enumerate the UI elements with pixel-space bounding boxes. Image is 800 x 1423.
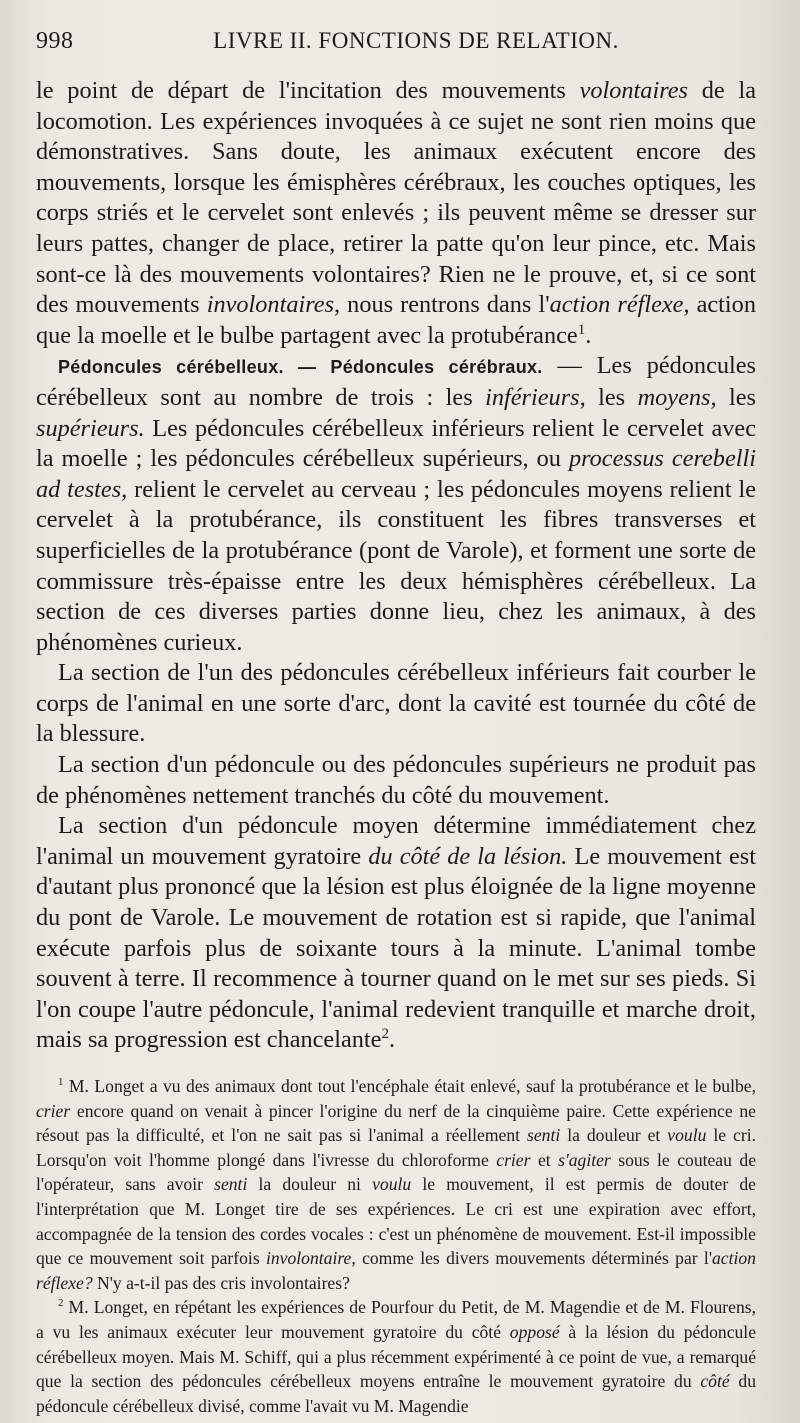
footnotes <box>36 1074 756 1418</box>
footnote-ref: 2 <box>381 1026 389 1043</box>
page-number: 998 <box>36 28 74 54</box>
running-title: LIVRE II. FONCTIONS DE RELATION. <box>213 28 619 53</box>
italic-text: côté <box>700 1371 730 1392</box>
italic-text: s'agiter <box>558 1149 611 1170</box>
italic-text: crier <box>496 1149 531 1170</box>
text: du pédoncule cérébelleux divisé, comme l'avait vu M. Magendie <box>36 1371 756 1416</box>
italic-text: supérieurs. <box>36 414 145 442</box>
footnote-1 <box>36 1074 756 1295</box>
text: action que la moelle et le bulbe partagent avec la protubérance <box>36 291 756 349</box>
italic-text: voulu <box>667 1125 707 1146</box>
paragraph-4: La section d'un pédoncule ou des pédoncules supérieurs ne produit pas de phénomènes nettement tranchés du côté du mouvement. <box>36 751 756 809</box>
text: à la lésion du pédoncule cérébelleux moyen. Mais M. Schiff, qui a plus récemment expérimenté à ce point de vue, a remarqué que la section des pédoncules cérébelleux moyens entraîne le mouvement gyratoire du <box>36 1321 757 1392</box>
paragraph-2 <box>36 351 756 658</box>
footnote-ref: 1 <box>577 321 586 338</box>
footnote-2 <box>36 1295 756 1418</box>
text: sous le couteau de l'opérateur, sans avoir <box>36 1149 757 1195</box>
text: — Les pédoncules cérébelleux sont au nombre de trois : les <box>36 352 757 411</box>
text: le mouvement, il est permis de douter de l'interprétation que M. Longet tire de ses expériences. Le cri est une expiration avec effort, accompagnée de la tension des cordes vocales : c'est un phénomène de mouvement. Est-il impossible que ce mouvement soit parfois <box>36 1174 756 1269</box>
text: Le mouvement est d'autant plus prononcé que la lésion est plus éloignée de la ligne moyenne du pont de Varole. Le mouvement de rotation est si rapide, que l'animal exécute parfois plus de soixante tours à la minute. L'animal tombe souvent à terre. Il recommence à tourner quand on le met sur ses pieds. Si l'on coupe l'autre pédoncule, l'animal redevient tranquille et marche droit, mais sa progression est chancelante <box>36 842 756 1054</box>
footnote-mark: 2 <box>58 1297 64 1310</box>
text: la douleur ni <box>247 1174 373 1195</box>
section-heading: Pédoncules cérébelleux. — Pédoncules cérébraux. <box>58 357 543 378</box>
paragraph-1 <box>36 76 756 351</box>
italic-text: action réflexe, <box>549 291 690 319</box>
page-header <box>36 28 756 76</box>
text: comme les divers mouvements déterminés par l' <box>355 1248 712 1269</box>
italic-text: opposé <box>509 1321 560 1342</box>
italic-text: senti <box>214 1174 248 1195</box>
text: la douleur et <box>560 1125 668 1146</box>
italic-text: voulu <box>372 1174 412 1195</box>
text: . <box>585 321 592 349</box>
text: Les pédoncules cérébelleux inférieurs relient le cervelet avec la moelle ; les pédoncules cérébelleux supérieurs, ou <box>36 414 756 473</box>
main-text <box>36 76 756 1056</box>
italic-text: involontaires, <box>206 291 341 319</box>
italic-text: action réflexe? <box>36 1248 756 1293</box>
text: M. Longet a vu des animaux dont tout l'encéphale était enlevé, sauf la protubérance et le bulbe, <box>63 1076 756 1096</box>
text: nous rentrons dans l' <box>340 291 550 319</box>
italic-text: inférieurs, <box>485 383 586 411</box>
paragraph-5 <box>36 811 756 1056</box>
text: les <box>716 383 756 411</box>
text: le cri. Lorsqu'on voit l'homme plongé dans l'ivresse du chloroforme <box>36 1125 757 1170</box>
text: les <box>585 383 638 411</box>
text: le point de départ de l'incitation des mouvements <box>36 77 580 104</box>
text: . <box>388 1026 396 1054</box>
text: et <box>530 1149 559 1170</box>
italic-text: moyens, <box>637 383 717 411</box>
text: relient le cervelet au cerveau ; les pédoncules moyens relient le cervelet à la protubérance, ils constituent les fibres transverses et superficielles de la protubérance (pont de Varole), et forment une sorte de commissure très-épaisse entre les deux hémisphères cérébelleux. La section de ces diverses parties donne lieu, chez les animaux, à des phénomènes curieux. <box>36 475 756 656</box>
italic-text: involontaire, <box>266 1248 356 1269</box>
paragraph-3: La section de l'un des pédoncules cérébelleux inférieurs fait courber le corps de l'animal en une sorte d'arc, dont la cavité est tournée du côté de la blessure. <box>36 659 756 748</box>
footnote-mark: 1 <box>58 1076 64 1089</box>
italic-text: du côté de la lésion. <box>368 842 568 870</box>
italic-text: senti <box>527 1125 561 1146</box>
text: N'y a-t-il pas des cris involontaires? <box>92 1272 350 1293</box>
text: M. Longet, en répétant les expériences de Pourfour du Petit, de M. Magendie et de M. Flourens, a vu les animaux exécuter leur mouvement gyratoire du côté <box>36 1297 756 1342</box>
italic-text: volontaires <box>579 77 688 104</box>
italic-text: crier <box>36 1100 71 1121</box>
text: La section d'un pédoncule moyen détermine immédiatement chez l'animal un mouvement gyratoire <box>36 812 756 870</box>
text: encore quand on venait à pincer l'origine du nerf de la cinquième paire. Cette expérience ne résout pas la difficulté, et l'on ne sait pas si l'animal a réellement <box>36 1100 756 1146</box>
text: de la locomotion. Les expériences invoquées à ce sujet ne sont rien moins que démonstratives. Sans doute, les animaux exécutent encore des mouvements, lorsque les émisphères cérébraux, les couches optiques, les corps striés et le cervelet sont enlevés ; ils peuvent même se dresser sur leurs pattes, changer de place, retirer la patte qu'on leur pince, etc. Mais sont-ce là des mouvements volontaires? Rien ne le prouve, et, si ce sont des mouvements <box>36 77 756 319</box>
italic-text: processus cerebelli ad testes, <box>36 445 756 503</box>
